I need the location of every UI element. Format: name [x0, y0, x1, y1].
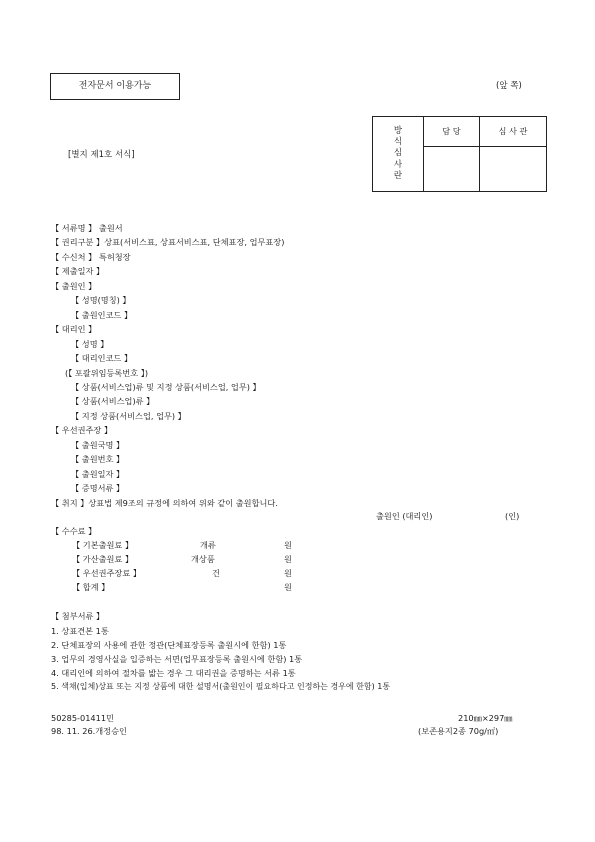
attachment-item: 3. 업무의 경영사실을 입증하는 서면(업무표장등록 출원시에 한함) 1통: [51, 654, 303, 664]
form-line: 【 제출일자 】: [51, 266, 105, 277]
form-line: 【 지정 상품(서비스업, 업무) 】: [71, 410, 186, 421]
form-line: 【 증명서류 】: [71, 483, 125, 494]
fees-heading: 【 수수료 】: [51, 526, 97, 536]
form-line: (【 포괄위임등록번호 】): [65, 367, 149, 378]
attachment-item: 2. 단체표장의 사용에 관한 정관(단체표장등록 출원시에 한함) 1통: [51, 640, 287, 650]
electronic-document-label: 전자문서 이용가능: [50, 73, 180, 100]
attachment-item: 1. 상표견본 1통: [51, 626, 109, 636]
form-line: 【 수신처 】 특허청장: [51, 251, 131, 262]
fee-label: 【 합계 】: [72, 582, 110, 592]
fee-currency: 원: [284, 582, 292, 592]
fee-currency: 원: [284, 554, 292, 564]
fee-label: 【 가산출원료 】: [72, 554, 134, 564]
form-line: 【 서류명 】 출원서: [51, 223, 123, 233]
form-line: 【 우선권주장 】: [51, 425, 113, 436]
attachment-item: 5. 색채(입체)상표 또는 지정 상품에 대한 설명서(출원인이 필요하다고 인정하는 경우에 한함) 1통: [51, 682, 391, 691]
attachments-heading: 【 첨부서류 】: [51, 611, 105, 621]
fee-label: 【 우선권주장료 】: [72, 568, 142, 578]
officer-sign-cell[interactable]: [424, 147, 480, 192]
form-line: 【 출원번호 】: [71, 454, 125, 465]
form-line: 【 성명 】: [71, 338, 109, 349]
review-char: 란: [393, 170, 403, 181]
fee-unit: 개상품: [191, 554, 215, 564]
page-side-label: (앞 쪽): [496, 81, 522, 91]
form-code: 50285-01411민: [51, 713, 114, 723]
review-method-column: [373, 117, 424, 192]
form-number: [별지 제1호 서식]: [68, 150, 135, 160]
fee-unit: 개류: [200, 540, 216, 550]
form-line: 【 출원국명 】: [71, 439, 125, 450]
review-char: 식: [393, 137, 403, 148]
fee-currency: 원: [284, 540, 292, 550]
form-line: 【 대리인 】: [51, 324, 97, 335]
examiner-header: 심 사 관: [480, 117, 547, 147]
form-line: 【 출원인 】: [51, 280, 97, 291]
approval-date: 98. 11. 26.개정승인: [51, 726, 127, 736]
form-line: 【 출원일자 】: [71, 468, 125, 479]
review-char: 사: [393, 159, 403, 170]
form-line: 【 상품(서비스업)류 】: [71, 396, 155, 407]
form-line: 【 대리인코드 】: [71, 353, 133, 363]
fee-label: 【 기본출원료 】: [72, 540, 134, 550]
paper-size: 210㎜×297㎜: [458, 713, 513, 723]
examiner-sign-cell[interactable]: [480, 147, 547, 192]
form-line: 【 상품(서비스업)류 및 지정 상품(서비스업, 업무) 】: [71, 381, 261, 392]
applicant-signature-label: 출원인 (대리인): [376, 511, 433, 521]
fee-currency: 원: [284, 568, 292, 578]
review-char: 방: [393, 125, 403, 136]
form-line: 【 취지 】상표법 제9조의 규정에 의하여 위와 같이 출원합니다.: [51, 497, 278, 508]
review-table: [372, 116, 547, 192]
form-line: 【 출원인코드 】: [71, 309, 133, 320]
attachment-item: 4. 대리인에 의하여 절차를 밟는 경우 그 대리권을 증명하는 서류 1통: [51, 668, 296, 678]
form-line: 【 성명(명칭) 】: [71, 295, 131, 306]
review-char: 심: [393, 148, 403, 159]
seal-mark: (인): [505, 511, 520, 521]
form-line: 【 권리구분 】상표(서비스표, 상표서비스표, 단체표장, 업무표장): [51, 237, 285, 248]
fee-unit: 건: [212, 568, 220, 578]
officer-header: 담 당: [424, 117, 480, 147]
paper-spec: (보존용지2종 70g/㎡): [418, 726, 499, 736]
